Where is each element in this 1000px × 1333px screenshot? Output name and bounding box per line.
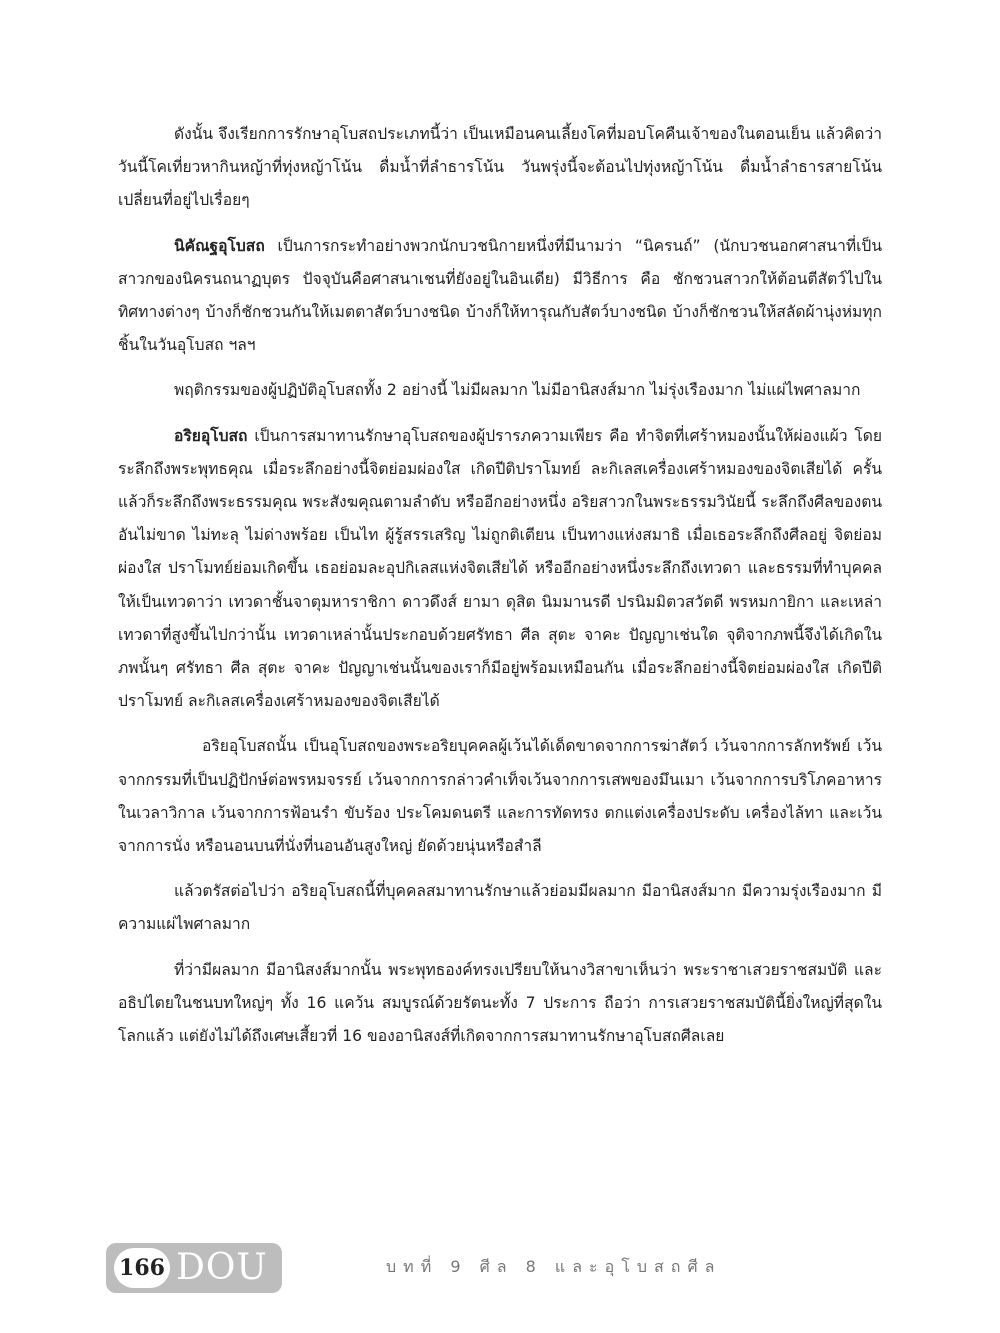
paragraph-comparison (118, 954, 882, 1054)
paragraph-nigantha-uposatha (118, 230, 882, 363)
dou-badge (106, 1243, 282, 1293)
page-footer (106, 1243, 886, 1293)
paragraph-cowherd (118, 118, 882, 218)
paragraph-lead: นิคัณฐอุโบสถ (174, 236, 265, 255)
paragraph-text: พฤติกรรมของผู้ปฏิบัติอุโบสถทั้ง 2 อย่างนี้ ไม่มีผลมาก ไม่มีอานิสงส์มาก ไม่รุ่งเรืองมาก ไม่แผ่ไพศาลมาก (174, 381, 861, 400)
paragraph-ariya-uposatha (118, 420, 882, 719)
paragraph-text: แล้วตรัสต่อไปว่า อริยอุโบสถนี้ที่บุคคลสมาทานรักษาแล้วย่อมมีผลมาก มีอานิสงส์มาก มีความรุ่งเรืองมาก มีความแผ่ไพศาลมาก (118, 882, 882, 934)
page-number: 166 (114, 1248, 170, 1288)
paragraph-text: ที่ว่ามีผลมาก มีอานิสงส์มากนั้น พระพุทธองค์ทรงเปรียบให้นางวิสาขาเห็นว่า พระราชาเสวยราชสมบัติ และอธิปไตยในชนบทใหญ่ๆ ทั้ง 16 แคว้น สมบูรณ์ด้วยรัตนะทั้ง 7 ประการ ถือว่า การเสวยราชสมบัตินี้ยิ่งใหญ่ที่สุดในโลกแล้ว แต่ยังไม่ได้ถึงเศษเสี้ยวที่ 16 ของอานิสงส์ที่เกิดจากการสมาทานรักษาอุโบสถศีลเลย (118, 960, 882, 1046)
brand-logo-text: DOU (176, 1247, 268, 1288)
paragraph-abstentions (118, 730, 882, 863)
paragraph-text: เป็นการสมาทานรักษาอุโบสถของผู้ปรารภความเพียร คือ ทำจิตที่เศร้าหมองนั้นให้ผ่องแผ้ว โดยระลึกถึงพระพุทธคุณ เมื่อระลึกอย่างนี้จิตย่อมผ่องใส เกิดปีติปราโมทย์ ละกิเลสเครื่องเศร้าหมองของจิตเสียได้ ครั้นแล้วก็ระลึกถึงพระธรรมคุณ พระสังฆคุณตามลำดับ หรืออีกอย่างหนึ่ง อริยสาวกในพระธรรมวินัยนี้ ระลึกถึงศีลของตน อันไม่ขาด ไม่ทะลุ ไม่ด่างพร้อย เป็นไท ผู้รู้สรรเสริญ ไม่ถูกติเตียน เป็นทางแห่งสมาธิ เมื่อเธอระลึกถึงศีลอยู่ จิตย่อมผ่องใส ปราโมทย์ย่อมเกิดขึ้น เธอย่อมละอุปกิเลสแห่งจิตเสียได้ หรืออีกอย่างหนึ่งระลึกถึงเทวดา และธรรมที่ทำบุคคลให้เป็นเทวดาว่า เทวดาชั้นจาตุมหาราชิกา ดาวดึงส์ ยามา ดุสิต นิมมานรดี ปรนิมมิตวสวัตดี พรหมกายิกา และเหล่าเทวดาที่สูงขึ้นไปกว่านั้น เทวดาเหล่านั้นประกอบด้วยศรัทธา ศีล สุตะ จาคะ ปัญญาเช่นใด จุติจากภพนี้จึงได้เกิดในภพนั้นๆ ศรัทธา ศีล สุตะ จาคะ ปัญญาเช่นนั้นของเราก็มีอยู่พร้อมเหมือนกัน เมื่อระลึกอย่างนี้จิตย่อมผ่องใส เกิดปีติปราโมทย์ ละกิเลสเครื่องเศร้าหมองของจิตเสียได้ (118, 426, 882, 711)
paragraph-text: อริยอุโบสถนั้น เป็นอุโบสถของพระอริยบุคคลผู้เว้นได้เด็ดขาดจากการฆ่าสัตว์ เว้นจากการลักทรัพย์ เว้นจากกรรมที่เป็นปฏิปักษ์ต่อพรหมจรรย์ เว้นจากการกล่าวคำเท็จเว้นจากการเสพของมึนเมา เว้นจากการบริโภคอาหารในเวลาวิกาล เว้นจากการฟ้อนรำ ขับร้อง ประโคมดนตรี และการทัดทรง ตกแต่งเครื่องประดับ เครื่องไล้ทา และเว้นจากการนั่ง หรือนอนบนที่นั่งที่นอนอันสูงใหญ่ ยัดด้วยนุ่นหรือสำลี (118, 737, 882, 856)
paragraph-behavior (118, 374, 882, 407)
paragraph-text: ดังนั้น จึงเรียกการรักษาอุโบสถประเภทนี้ว่า เป็นเหมือนคนเลี้ยงโคที่มอบโคคืนเจ้าของในตอนเย็น แล้วคิดว่า วันนี้โคเที่ยวหากินหญ้าที่ทุ่งหญ้าโน้น ดื่มน้ำที่ลำธารโน้น วันพรุ่งนี้จะต้อนไปทุ่งหญ้าโน้น ดื่มน้ำลำธารสายโน้น เปลี่ยนที่อยู่ไปเรื่อยๆ (118, 125, 882, 210)
chapter-title: บทที่ 9 ศีล 8 และอุโบสถศีล (386, 1257, 722, 1276)
paragraph-text: เป็นการกระทำอย่างพวกนักบวชนิกายหนึ่งที่มีนามว่า “นิครนถ์” (นักบวชนอกศาสนาที่เป็นสาวกของนิครนถนาฏบุตร ปัจจุบันคือศาสนาเชนที่ยังอยู่ในอินเดีย) มีวิธีการ คือ ชักชวนสาวกให้ต้อนตีสัตว์ไปในทิศทางต่างๆ บ้างก็ชักชวนกันให้เมตตาสัตว์บางชนิด บ้างก็ให้ทารุณกับสัตว์บางชนิด บ้างก็ชักชวนให้สลัดผ้านุ่งห่มทุกชิ้นในวันอุโบสถ ฯลฯ (118, 236, 882, 355)
paragraph-great-fruit (118, 875, 882, 941)
paragraph-lead: อริยอุโบสถ (174, 426, 248, 445)
document-body (118, 118, 882, 1065)
